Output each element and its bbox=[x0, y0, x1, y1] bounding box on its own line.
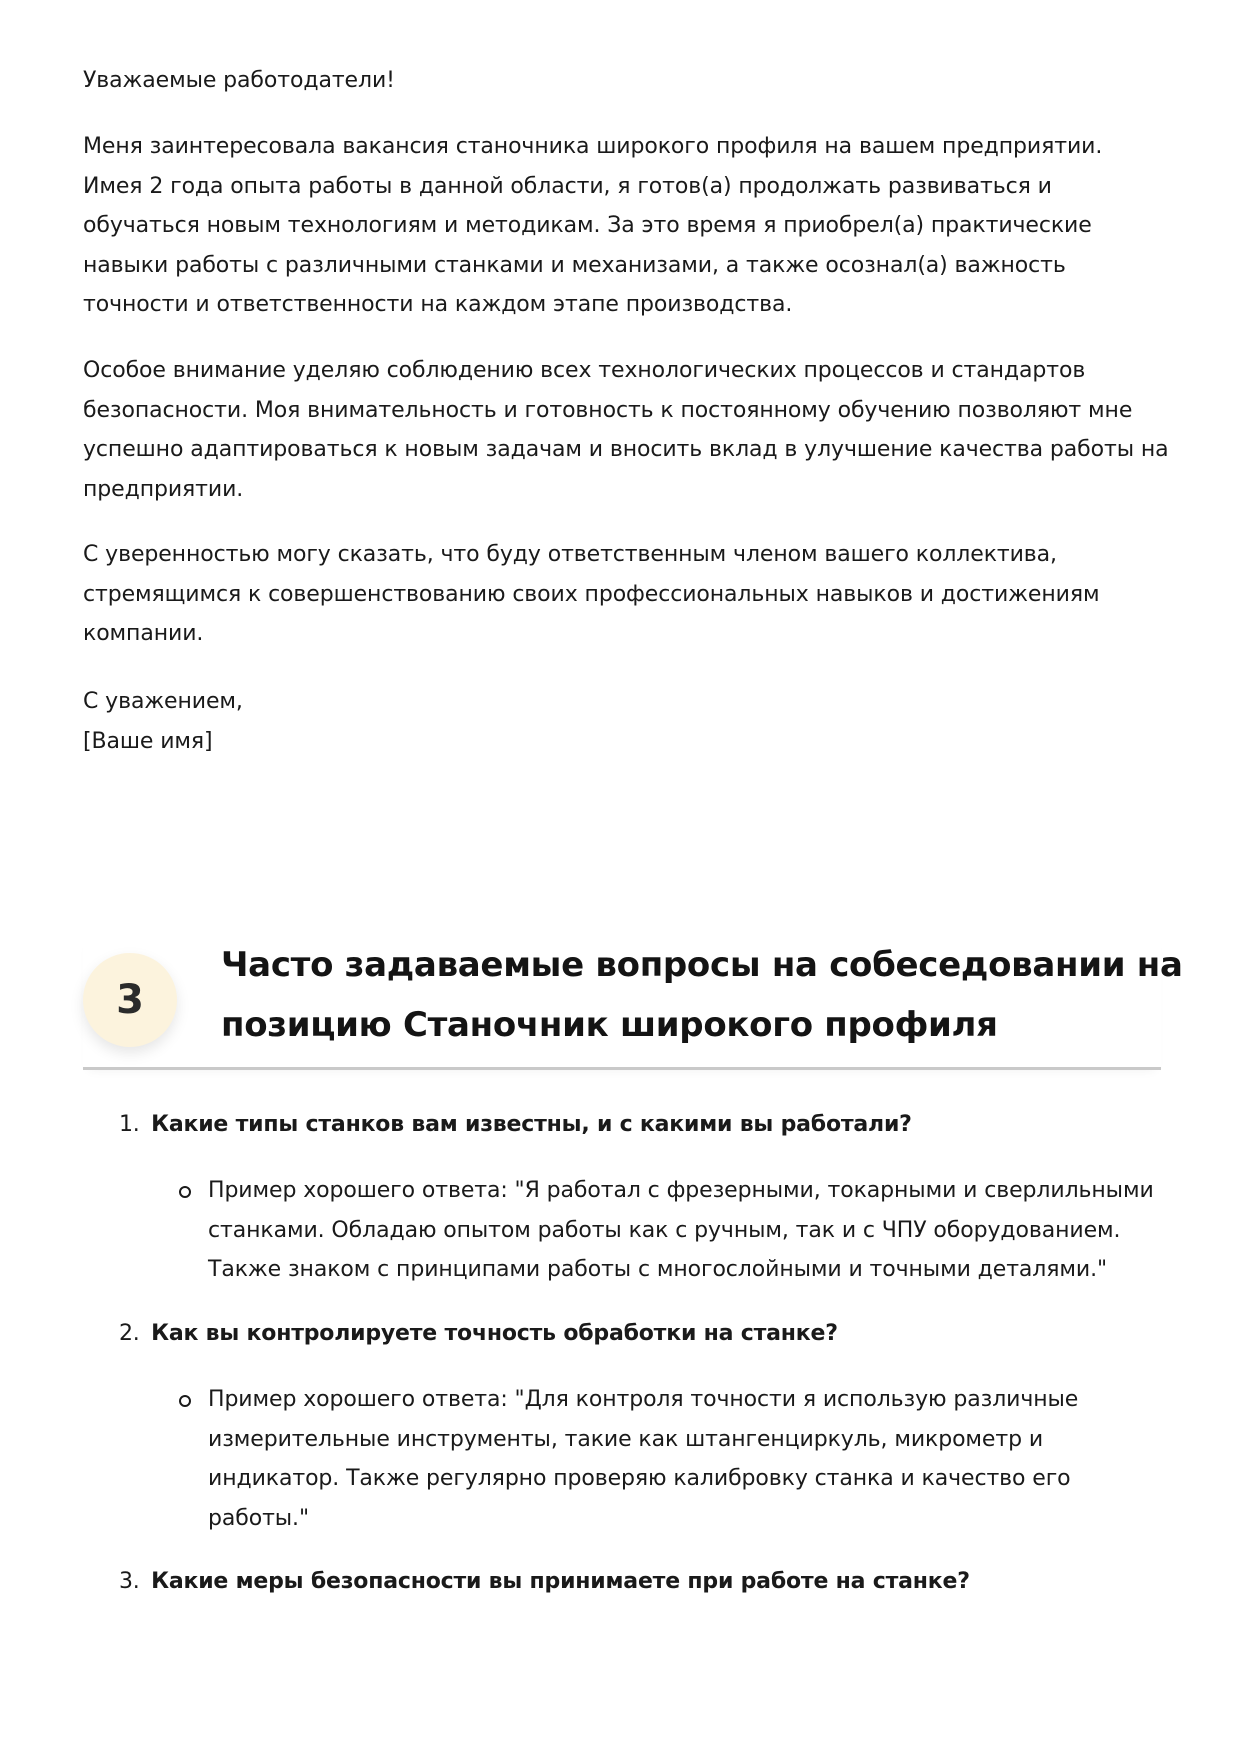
text-line: обучаться новым технологиям и методикам. За это время я приобрел(а) практические bbox=[83, 213, 1092, 238]
text-line: Имея 2 года опыта работы в данной области, я готов(а) продолжать развиваться и bbox=[83, 173, 1052, 199]
faq-number: 1. bbox=[119, 1112, 140, 1137]
text-line: Меня заинтересовала вакансия станочника широкого профиля на вашем предприятии. bbox=[83, 134, 1103, 159]
letter-paragraph-3 bbox=[83, 535, 1183, 654]
text-line: работы." bbox=[208, 1505, 309, 1531]
faq-question-2 bbox=[119, 1314, 838, 1354]
faq-question-3 bbox=[119, 1562, 970, 1602]
letter-name-placeholder: [Ваше имя] bbox=[83, 728, 213, 754]
text-line: Пример хорошего ответа: "Для контроля точности я использую различные bbox=[208, 1387, 1079, 1412]
text-line: стремящимся к совершенствованию своих профессиональных навыков и достижениям bbox=[83, 581, 1100, 607]
section-title bbox=[221, 935, 1183, 1055]
text-line: Особое внимание уделяю соблюдению всех технологических процессов и стандартов bbox=[83, 358, 1086, 383]
section-title-line: позицию Станочник широкого профиля bbox=[221, 1005, 998, 1045]
text-line: Также знаком с принципами работы с многослойными и точными деталями." bbox=[208, 1257, 1108, 1282]
section-number-badge: 3 bbox=[83, 953, 177, 1047]
faq-answer-2 bbox=[208, 1380, 1178, 1538]
faq-answer-1 bbox=[208, 1171, 1178, 1290]
text-line: безопасности. Моя внимательность и готовность к постоянному обучению позволяют мне bbox=[83, 397, 1133, 423]
text-line: компании. bbox=[83, 621, 204, 646]
text-line: навыки работы с различными станками и механизами, а также осознал(а) важность bbox=[83, 252, 1066, 278]
text-line: успешно адаптироваться к новым задачам и вносить вклад в улучшение качества работы на bbox=[83, 437, 1169, 462]
faq-number: 2. bbox=[119, 1321, 140, 1346]
text-line: точности и ответственности на каждом этапе производства. bbox=[83, 292, 793, 317]
section-title-line: Часто задаваемые вопросы на собеседовании на bbox=[221, 945, 1183, 985]
text-line: предприятии. bbox=[83, 476, 244, 502]
hollow-bullet-icon bbox=[179, 1186, 191, 1198]
hollow-bullet-icon bbox=[179, 1395, 191, 1407]
faq-question-1 bbox=[119, 1105, 912, 1145]
letter-greeting: Уважаемые работодатели! bbox=[83, 68, 395, 93]
letter-paragraph-1 bbox=[83, 127, 1183, 325]
letter-closing: С уважением, bbox=[83, 689, 243, 714]
text-line: измерительные инструменты, такие как штангенциркуль, микрометр и bbox=[208, 1426, 1044, 1452]
faq-number: 3. bbox=[119, 1569, 140, 1594]
faq-question-text: Какие типы станков вам известны, и с какими вы работали? bbox=[151, 1112, 912, 1137]
faq-question-text: Как вы контролируете точность обработки на станке? bbox=[151, 1321, 838, 1346]
letter-paragraph-2 bbox=[83, 351, 1183, 509]
text-line: С уверенностью могу сказать, что буду ответственным членом вашего коллектива, bbox=[83, 542, 1057, 567]
section-header bbox=[83, 935, 1183, 1070]
text-line: станками. Обладаю опытом работы как с ручным, так и с ЧПУ оборудованием. bbox=[208, 1217, 1121, 1243]
text-line: индикатор. Также регулярно проверяю калибровку станка и качество его bbox=[208, 1466, 1071, 1491]
text-line: Пример хорошего ответа: "Я работал с фрезерными, токарными и сверлильными bbox=[208, 1178, 1154, 1203]
letter-signoff bbox=[83, 682, 1183, 761]
faq-question-text: Какие меры безопасности вы принимаете при работе на станке? bbox=[151, 1569, 970, 1594]
